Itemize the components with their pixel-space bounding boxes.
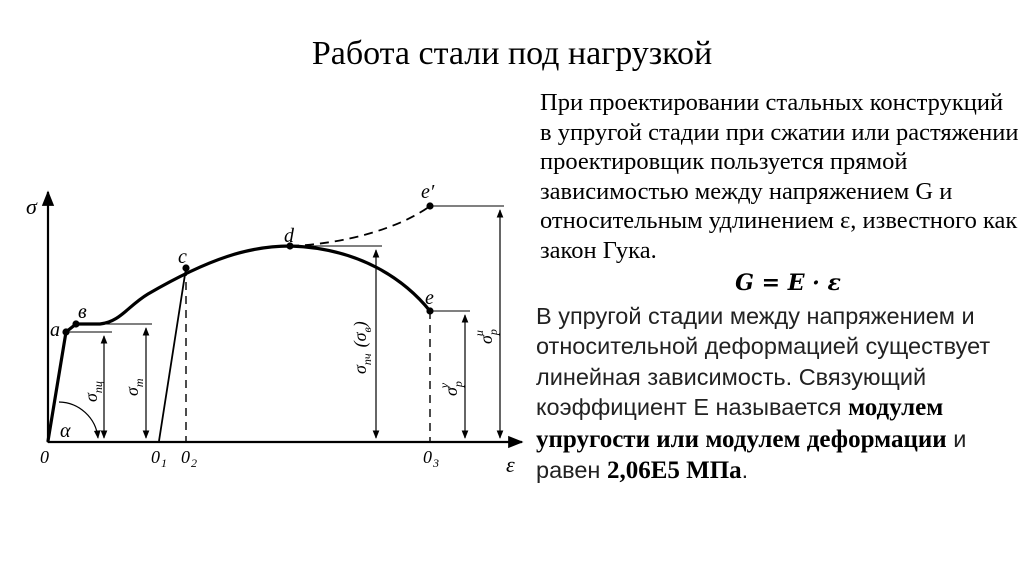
label-o1-sub: 1 (161, 456, 167, 470)
sigma-pch-main: σ (350, 365, 370, 374)
modulus-text-1: В упругой стадии между напряжением и относительной деформацией существует линейная зависимость. Связующий коэффициент Е называется (536, 302, 991, 421)
epsilon-axis-label: ε (506, 452, 515, 477)
sigma-pi-main: σ (476, 335, 496, 344)
label-e-prime: e′ (421, 181, 435, 203)
modulus-term: модулем упругости или модулем деформации (536, 394, 947, 453)
intro-paragraph: При проектировании стальных конструкций в упругой стадии при сжатии или растяжении проектировщик пользуется прямой зависимостью между напряжением G и относительным удлинением ε, известного как закон Гука. (540, 89, 1019, 264)
sigma-t-main: σ (122, 387, 142, 396)
hooke-formula: G = E · ε (735, 269, 841, 296)
modulus-text-2: и равен (536, 425, 967, 484)
label-o2-main: 0 (181, 447, 190, 467)
label-o3-main: 0 (423, 447, 432, 467)
stress-strain-diagram (0, 170, 530, 477)
modulus-paragraph (536, 301, 1020, 487)
label-a: a (50, 319, 60, 341)
true-stress-curve (290, 206, 430, 246)
sigma-py-sub: р (451, 381, 465, 388)
alpha-label: α (60, 420, 71, 442)
label-sigma-pi (472, 329, 500, 344)
sigma-pi-sub: р (486, 329, 500, 336)
sigma-t-sub: т (132, 378, 146, 388)
sigma-pch-paren: (σ (350, 332, 370, 348)
label-sigma-py (437, 381, 465, 396)
label-o3 (423, 447, 439, 470)
sigma-pch-paren-sub: в (360, 327, 374, 333)
modulus-text-end: . (741, 457, 749, 484)
sigma-pch-close: ) (350, 321, 370, 328)
label-c: c (178, 246, 187, 268)
label-o2 (181, 447, 197, 470)
label-o2-sub: 2 (191, 456, 197, 470)
point-a (62, 328, 69, 335)
label-o3-sub: 3 (433, 456, 439, 470)
modulus-value: 2,06Е5 МПа (606, 457, 742, 485)
sigma-pts-sub: пц (91, 381, 105, 394)
sigma-pi-sup: и (472, 330, 486, 337)
sigma-pch-sub: пч (360, 353, 374, 366)
sigma-py-main: σ (441, 387, 461, 396)
slide-title: Работа стали под нагрузкой (311, 35, 713, 72)
label-sigma-pch (350, 321, 374, 374)
label-o1-main: 0 (151, 447, 160, 467)
description-text (536, 88, 1020, 487)
unloading-line (159, 268, 186, 441)
label-sigma-t (122, 378, 146, 396)
label-d: d (284, 225, 294, 247)
label-o1 (151, 447, 167, 470)
stress-strain-curve (48, 246, 430, 441)
sigma-pts-main: σ (81, 393, 101, 402)
label-b: в (78, 301, 87, 323)
label-o: 0 (40, 447, 49, 467)
point-e-prime (426, 202, 433, 209)
label-sigma-pts (81, 381, 105, 402)
sigma-py-sup: у (437, 382, 451, 389)
sigma-axis-label: σ (26, 194, 37, 219)
stress-strain-svg (0, 170, 530, 477)
label-e: e (425, 287, 434, 309)
